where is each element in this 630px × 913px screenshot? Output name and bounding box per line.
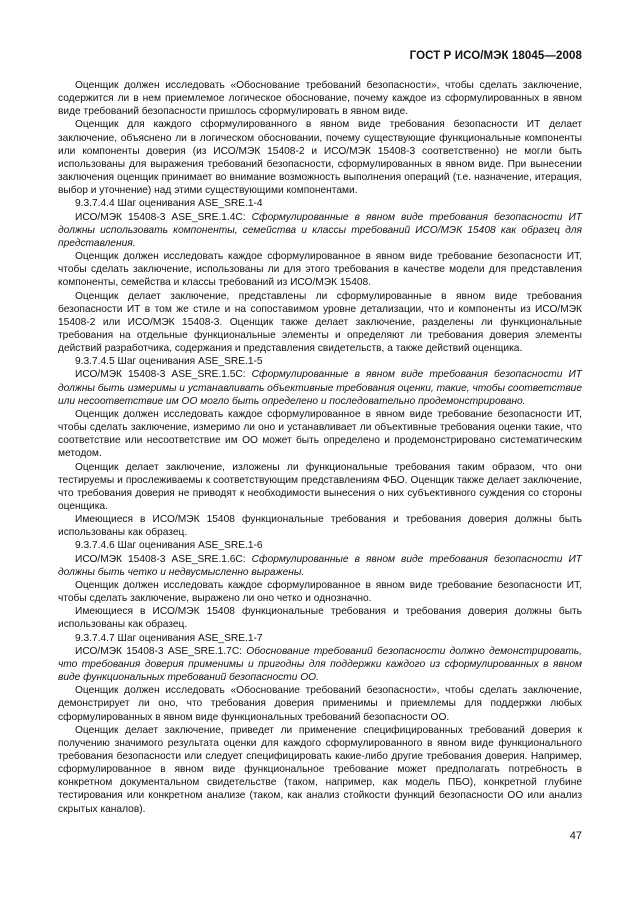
document-body [58, 79, 582, 816]
paragraph: Оценщик должен исследовать каждое сформулированное в явном виде требование безопасности ИТ, чтобы сделать заключение, измеримо ли оно и устанавливает ли объективные требования оценки такие, что соответствие или несоответствие им ОО может быть определено и продемонстрировано систематическим методом. [58, 408, 582, 460]
step-heading: 9.3.7.4.6 Шаг оценивания ASE_SRE.1-6 [75, 540, 263, 552]
paragraph: Имеющиеся в ИСО/МЭК 15408 функциональные требования и требования доверия должны быть использованы как образец. [58, 606, 582, 631]
paragraph: Оценщик должен исследовать каждое сформулированное в явном виде требование безопасности ИТ, чтобы сделать заключение, выражено ли оно четко и однозначно. [58, 579, 582, 605]
page-number: 47 [569, 830, 582, 842]
step-heading: 9.3.7.4.7 Шаг оценивания ASE_SRE.1-7 [75, 632, 263, 644]
paragraph: ИСО/МЭК 15408-3 ASE_SRE.1.7C: Обоснование требований безопасности должно демонстрировать, что требования доверия применимы и пригодны для поддержки каждого из сформулированных в явном виде функциональных требований безопасности ОО. [58, 645, 582, 684]
paragraph: ИСО/МЭК 15408-3 ASE_SRE.1.4C: Сформулированные в явном виде требования безопасности ИТ должны использовать компоненты, семейства и классы требований ИСО/МЭК 15408 как образец для представления. [58, 211, 582, 249]
document-header: ГОСТ Р ИСО/МЭК 18045—2008 [409, 50, 582, 62]
paragraph: ИСО/МЭК 15408-3 ASE_SRE.1.6C: Сформулированные в явном виде требования безопасности ИТ должны быть четко и недвусмысленно выражены. [58, 553, 582, 578]
paragraph: Оценщик должен исследовать «Обоснование требований безопасности», чтобы сделать заключение, демонстрирует ли оно, что требования доверия применимы и приемлемы для поддержки любых сформулированных в явном виде функциональных требований безопасности ОО. [58, 685, 582, 723]
paragraph: Оценщик для каждого сформулированного в явном виде требования безопасности ИТ делает заключение, объяснено ли в логическом обосновании, почему существующие функциональные компоненты или компоненты доверия (из ИСО/МЭК 15408-2 и ИСО/МЭК 15408-3 соответственно) не могли быть использованы для выражения требований безопасности, сформулированных в явном виде. При вынесении заключения оценщик принимает во внимание возможность выполнения операций (т.е. назначение, итерация, выбор и уточнение) над этими существующими компонентами. [58, 119, 582, 197]
step-heading: 9.3.7.4.5 Шаг оценивания ASE_SRE.1-5 [75, 356, 263, 368]
paragraph: Оценщик делает заключение, приведет ли применение специфицированных требований доверия к получению значимого результата оценки для каждого сформулированного в явном виде функционального требования безопасности или следует специфицировать какие-либо другие требования доверия. Например, сформулированное в явном виде функциональное требование может предполагать потребность в конкретном документальном свидетельстве (таком, например, как модель ПБО), конкретной глубине тестирования или конкретном анализе (таком, как анализ стойкости функций безопасности ОО или анализ скрытых каналов). [58, 724, 582, 815]
paragraph: Оценщик делает заключение, изложены ли функциональные требования таким образом, что они тестируемы и прослеживаемы к соответствующим представлениям ФБО. Оценщик также делает заключение, что требования доверия не приводят к необходимости вынесения о них субъективного суждения со стороны оценщика. [58, 461, 582, 512]
paragraph: Имеющиеся в ИСО/МЭК 15408 функциональные требования и требования доверия должны быть использованы как образец. [58, 514, 582, 539]
paragraph: Оценщик делает заключение, представлены ли сформулированные в явном виде требования безопасности ИТ в том же стиле и на сопоставимом уровне детализации, что и компоненты из ИСО/МЭК 15408-2 или ИСО/МЭК 15408-3. Оценщик также делает заключение, разделены ли функциональные требования на отдельные функциональные элементы и определяют ли требования доверия элементы действий разработчика, содержания и представления свидетельств, а также действий оценщика. [58, 290, 582, 355]
step-heading: 9.3.7.4.4 Шаг оценивания ASE_SRE.1-4 [75, 198, 263, 210]
paragraph: Оценщик должен исследовать «Обоснование требований безопасности», чтобы сделать заключение, содержится ли в нем приемлемое логическое обоснование, почему каждое из сформулированных в явном виде требований безопасности пришлось сформулировать в явном виде. [58, 80, 582, 118]
paragraph: ИСО/МЭК 15408-3 ASE_SRE.1.5C: Сформулированные в явном виде требования безопасности ИТ должны быть измеримы и устанавливать объективные требования оценки, такие, чтобы соответствие или несоответствие им ОО могло быть определено и последовательно продемонстрировано. [58, 369, 582, 407]
paragraph: Оценщик должен исследовать каждое сформулированное в явном виде требование безопасности ИТ, чтобы сделать заключение, использованы ли для этого требования в качестве модели для представления компоненты, семейства и классы требований из ИСО/МЭК 15408. [58, 251, 582, 289]
